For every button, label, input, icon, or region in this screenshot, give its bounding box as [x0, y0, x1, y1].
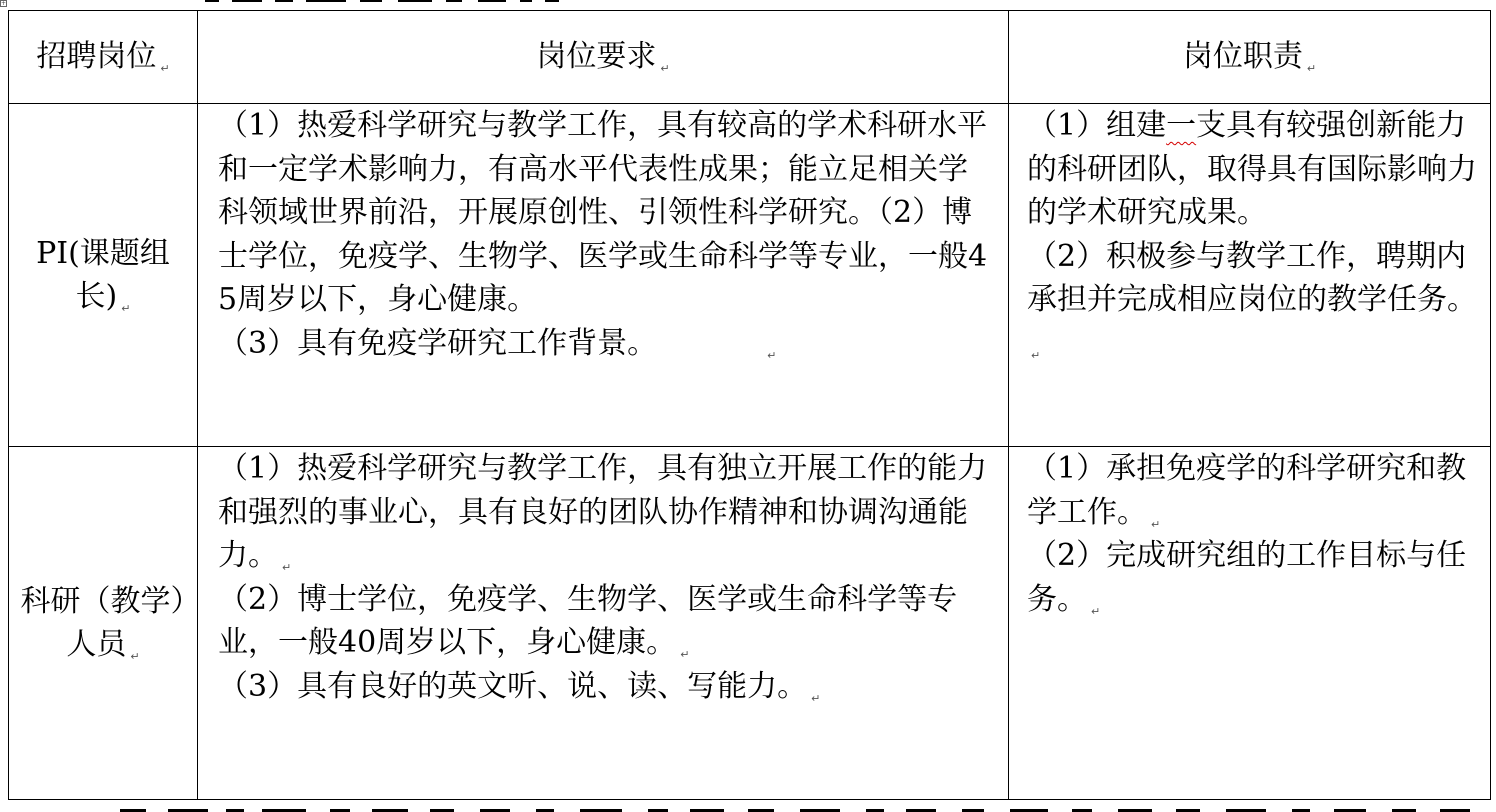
- paragraph-mark-icon: ↵: [1306, 62, 1317, 76]
- paragraph-mark-icon: ↵: [660, 62, 670, 76]
- paragraph-mark-icon: ↵: [767, 348, 777, 362]
- requirement-paragraph: （3）具有良好的英文听、说、读、写能力。 ↵: [218, 668, 821, 705]
- paragraph-mark-icon: ↵: [811, 691, 821, 705]
- position-staff-label: 科研（教学）人员: [20, 583, 186, 662]
- paragraph-mark-icon: ↵: [680, 648, 690, 661]
- table-move-handle-icon[interactable]: +: [1, 0, 7, 7]
- header-cell-position: [9, 11, 198, 104]
- previous-page-text-fragment: [0, 0, 1496, 8]
- requirements-cell: [198, 447, 1009, 800]
- duties-cell: [1009, 104, 1491, 447]
- paragraph-mark-icon: ↵: [121, 302, 131, 315]
- requirements-cell: [198, 104, 1009, 447]
- position-cell: [9, 447, 198, 800]
- recruitment-table: [8, 10, 1491, 800]
- table-header-row: [9, 11, 1491, 104]
- next-page-text-fragment: [0, 804, 1496, 812]
- paragraph-mark-icon: ↵: [160, 62, 170, 76]
- table-row: [9, 447, 1491, 800]
- header-position-label: 招聘岗位: [36, 39, 157, 75]
- requirement-paragraph: （1）热爱科学研究与教学工作，具有较高的学术科研水平和一定学术影响力，有高水平代表性成果；能立足相关学科领域世界前沿，开展原创性、引领性科学研究。（2）博士学位，免疫学、生物学、医学或生命科学等专业，一般45周岁以下，身心健康。: [218, 108, 988, 317]
- paragraph-mark-icon: ↵: [130, 650, 140, 663]
- position-pi-label: PI(课题组长): [36, 235, 170, 314]
- table-row: [9, 104, 1491, 447]
- duty-paragraph: （2）积极参与教学工作，聘期内承担并完成相应岗位的教学任务。↵: [1027, 238, 1477, 362]
- requirement-paragraph: （1）热爱科学研究与教学工作，具有独立开展工作的能力和强烈的事业心，具有良好的团队协作精神和协调沟通能力。 ↵: [218, 451, 988, 574]
- paragraph-mark-icon: ↵: [1151, 517, 1161, 531]
- header-cell-duties: [1009, 11, 1491, 104]
- duty-paragraph: （1）组建一支具有较强创新能力的科研团队，取得具有国际影响力的学术研究成果。: [1027, 108, 1477, 230]
- duty-paragraph: （2）完成研究组的工作目标与任务。 ↵: [1027, 538, 1467, 618]
- duties-cell: [1009, 447, 1491, 800]
- spellcheck-flag[interactable]: 一: [1166, 108, 1197, 143]
- position-cell: [9, 104, 198, 447]
- duty-paragraph: （1）承担免疫学的科学研究和教学工作。 ↵: [1027, 451, 1467, 531]
- header-requirements-label: 岗位要求: [536, 39, 657, 75]
- paragraph-mark-icon: ↵: [1091, 604, 1101, 618]
- paragraph-mark-icon: ↵: [282, 561, 292, 574]
- header-cell-requirements: [198, 11, 1009, 104]
- paragraph-mark-icon: ↵: [1031, 348, 1041, 362]
- requirement-paragraph: （2）博士学位，免疫学、生物学、医学或生命科学等专业，一般40周岁以下，身心健康。 ↵: [218, 581, 958, 661]
- header-duties-label: 岗位职责: [1182, 39, 1303, 75]
- requirement-paragraph: （3）具有免疫学研究工作背景。 ↵: [218, 325, 777, 362]
